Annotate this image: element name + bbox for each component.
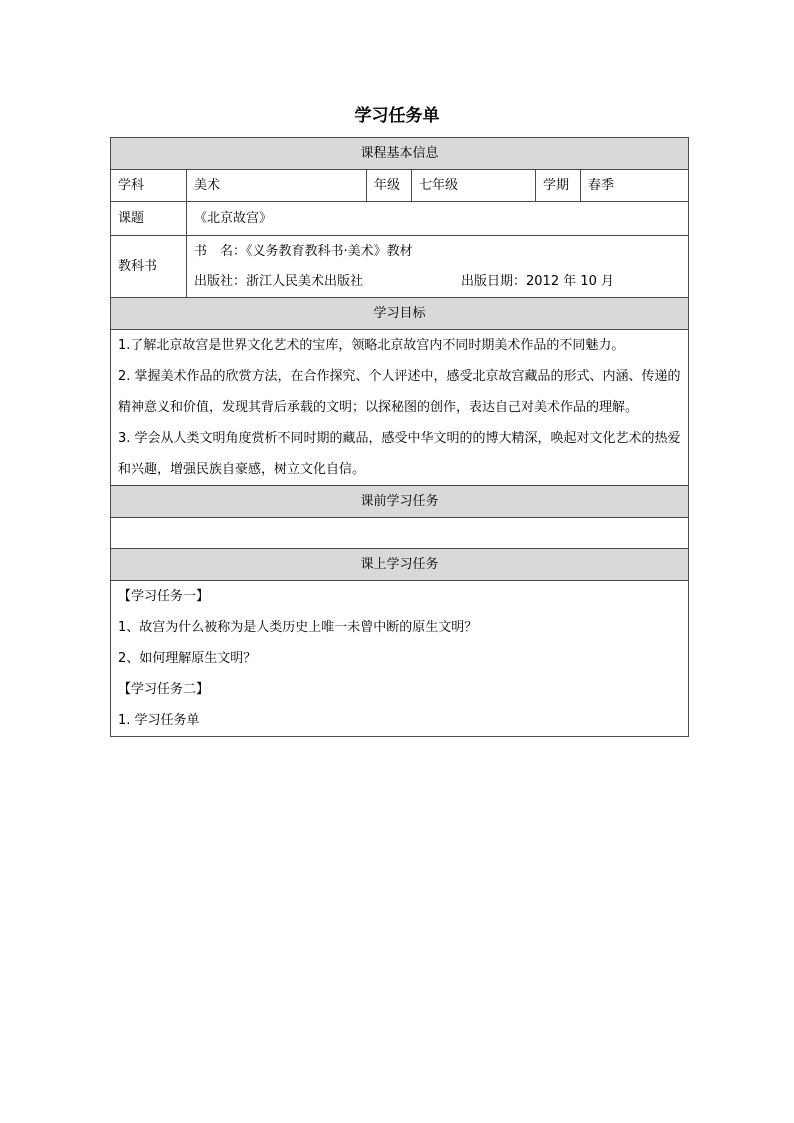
goals-content [111,330,689,486]
grade-value: 七年级 [412,170,536,202]
textbook-row [111,236,689,298]
in-class-row [111,581,689,737]
book-name: 书 名：《义务教育教科书·美术》教材 [194,243,413,259]
term-label: 学期 [536,170,581,202]
publisher: 出版社：浙江人民美术出版社 [194,273,364,289]
pre-class-content [111,518,689,549]
term-value: 春季 [581,170,689,202]
topic-row [111,202,689,236]
subject-row [111,170,689,202]
grade-label: 年级 [367,170,412,202]
page-title: 学习任务单 [354,106,440,126]
section-goals-row [111,298,689,330]
subject-label: 学科 [111,170,187,202]
section-goals: 学习目标 [111,298,689,330]
task-table [110,137,689,737]
goal-item: 3. 学会从人类文明角度赏析不同时期的藏品，感受中华文明的的博大精深，唤起对文化艺术的热爱和兴趣，增强民族自豪感，树立文化自信。 [118,431,681,477]
in-class-content [111,581,689,737]
task-heading-1: 【学习任务一】 [118,589,210,604]
textbook-label: 教科书 [111,236,187,298]
task-item: 1、故宫为什么被称为是人类历史上唯一未曾中断的原生文明？ [118,620,478,635]
subject-value: 美术 [187,170,367,202]
publisher-line [194,267,681,297]
section-basic-info: 课程基本信息 [111,138,689,170]
section-pre-class: 课前学习任务 [111,486,689,518]
topic-label: 课题 [111,202,187,236]
topic-value: 《北京故宫》 [187,202,689,236]
task-item: 2、如何理解原生文明？ [118,651,257,666]
section-in-class: 课上学习任务 [111,549,689,581]
textbook-details [187,236,689,298]
section-header-row [111,138,689,170]
goals-row [111,330,689,486]
goal-item: 1.了解北京故宫是世界文化艺术的宝库，领略北京故宫内不同时期美术作品的不同魅力。 [118,338,625,353]
section-pre-class-row [111,486,689,518]
task-heading-2: 【学习任务二】 [118,682,210,697]
task-item: 1. 学习任务单 [118,713,200,728]
section-in-class-row [111,549,689,581]
publication-date: 出版日期：2012 年 10 月 [461,273,615,289]
goal-item: 2. 掌握美术作品的欣赏方法，在合作探究、个人评述中，感受北京故宫藏品的形式、内涵、传递的精神意义和价值，发现其背后承载的文明；以探秘图的创作，表达自己对美术作品的理解。 [118,369,681,415]
pre-class-row [111,518,689,549]
